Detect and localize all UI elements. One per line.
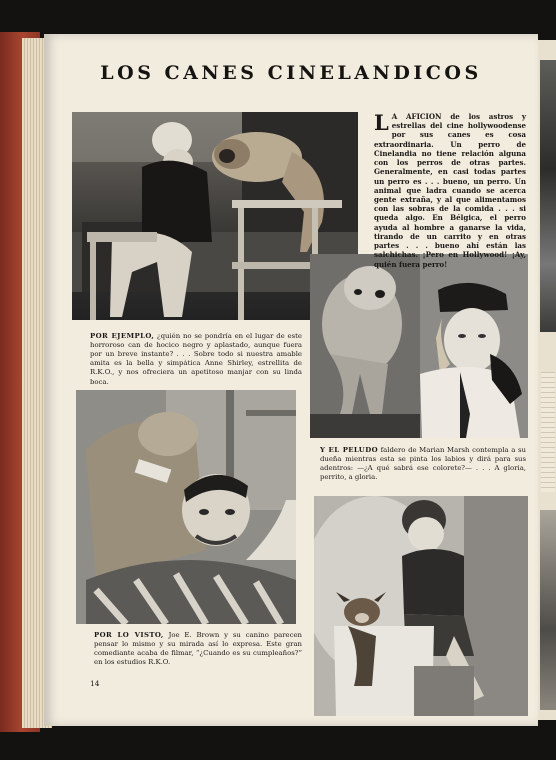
dropcap: L [374, 110, 389, 135]
page-number: 14 [90, 679, 100, 688]
caption-2-text: faldero de Marian Marsh contempla a su dueña mientras esta se pinta los labios y dirá para sus adentros: —¿A qué sabrá ese colorete?— . . . A gloria, perrito, a gloria. [320, 446, 526, 482]
intro-paragraph [374, 112, 526, 269]
intro-text: de los astros y estrellas del cine hollywoodense por sus canes es cosa extraordinaria. Un perro de Cinelandia no tiene relación alguna con los perros de otras partes. Generalmente, en casi todas partes un perro es . . . bueno, un perro. Un animal que ladra cuando se acerca gente extraña, y al que alimentamos con las sobras de la comida . . . si queda algo. En Bélgica, el perro ayuda al hombre a ganarse la vida, tirando de un carrito y en otras partes . . . bueno ahí están las salchichas. ¡Pero en Hollywood! ¡Ay, quién fuera perro! [374, 112, 526, 269]
caption-marian-marsh [320, 446, 526, 482]
next-page-photo [540, 60, 556, 332]
intro-lead: A AFICION [391, 112, 442, 121]
headline: LOS CANES CINELANDICOS [100, 62, 482, 84]
photo-boy-puppy [314, 496, 528, 716]
caption-3-text: Joe E. Brown y su canino parecen pensar lo mismo y su mirada así lo expresa. Este gran comediante acaba de filmar, “¿Cuando es su cumpleaños?” en los estudios R.K.O. [94, 631, 302, 667]
caption-2-lead: Y EL PELUDO [320, 446, 378, 454]
next-page-photo-lower [540, 510, 556, 710]
photo-joe-e-brown-dog [76, 390, 296, 624]
next-page-text [541, 372, 555, 492]
caption-joe-e-brown [94, 631, 302, 667]
caption-1-text: ¿quién no se pondría en el lugar de este horroroso can de hocico negro y aplastado, aunque fuera por un breve instante? . . . Sobre todo si nuestra amable amita es la bella y simpática Anne Shirley, estrellita de R.K.O., y nos ofreciera un apetitoso manjar con su linda boca. [90, 332, 302, 386]
caption-3-lead: POR LO VISTO, [94, 631, 164, 639]
photo-marian-marsh-dog [310, 254, 528, 438]
caption-anne-shirley [90, 332, 302, 387]
caption-1-lead: POR EJEMPLO, [90, 332, 155, 340]
